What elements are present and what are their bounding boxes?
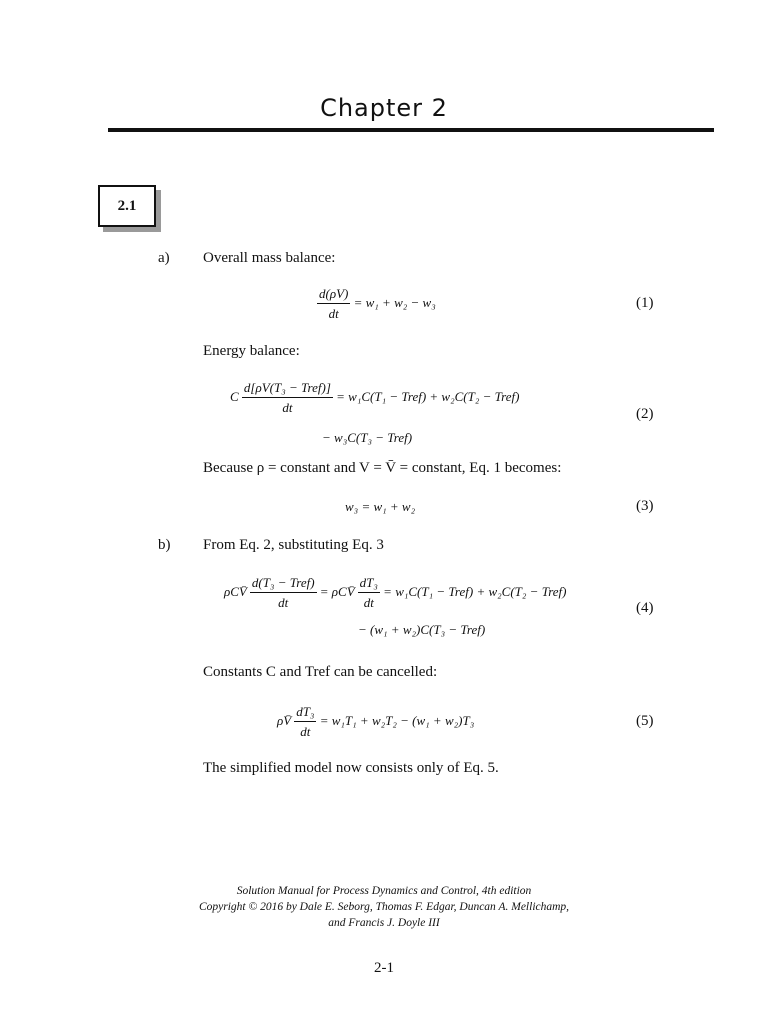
- eq2-fraction: [242, 380, 333, 416]
- eq4-rhs-line2: − (w₁ + w₂)C(T₃ − Tref): [358, 622, 486, 637]
- title-rule: [108, 128, 714, 132]
- eq2-numerator: d[ρV(T₃ − Tref)]: [242, 380, 333, 398]
- eq4-numerator-1: d(T₃ − Tref): [250, 575, 317, 593]
- eq1-rhs: = w₁ + w₂ − w₃: [353, 294, 436, 310]
- conclusion-statement: The simplified model now consists only of Eq. 5.: [203, 760, 499, 776]
- footer-line-3: and Francis J. Doyle III: [328, 917, 440, 929]
- section-number: 2.1: [117, 197, 137, 214]
- eq3-number: (3): [636, 498, 654, 514]
- footer-line-1: Solution Manual for Process Dynamics and Control, 4th edition: [236, 885, 532, 897]
- eq1-fraction: [317, 286, 350, 322]
- part-b-intro: From Eq. 2, substituting Eq. 3: [203, 537, 384, 553]
- eq2-rhs-line2: − w₃C(T₃ − Tref): [322, 430, 413, 445]
- eq2-number: (2): [636, 406, 654, 422]
- eq5-lhs: ρV̄: [277, 712, 291, 728]
- chapter-title: Chapter 2: [320, 94, 448, 122]
- section-number-box: [98, 185, 156, 227]
- energy-balance-heading: Energy balance:: [203, 343, 300, 359]
- eq4-number: (4): [636, 600, 654, 616]
- part-b-label: b): [158, 537, 171, 553]
- equation-2-line1: [230, 380, 519, 416]
- footer-citation: [0, 883, 768, 931]
- footer-line-2: Copyright © 2016 by Dale E. Seborg, Thomas F. Edgar, Duncan A. Mellichamp,: [198, 901, 570, 913]
- eq1-denominator: dt: [328, 306, 339, 321]
- eq4-lhs: ρCV̄: [224, 583, 247, 599]
- eq2-rhs-line1: = w₁C(T₁ − Tref) + w₂C(T₂ − Tref): [336, 388, 520, 404]
- eq5-denominator: dt: [300, 724, 311, 739]
- because-statement: Because ρ = constant and V = V̄ = constant, Eq. 1 becomes:: [203, 460, 562, 476]
- page-number: 2-1: [374, 960, 394, 976]
- eq2-prefix: C: [230, 388, 239, 404]
- equation-3: w₃ = w₁ + w₂: [345, 499, 416, 514]
- equation-5: [277, 704, 474, 740]
- eq4-fraction-2: [358, 575, 380, 611]
- eq5-number: (5): [636, 713, 654, 729]
- eq4-rhs-line1: = w₁C(T₁ − Tref) + w₂C(T₂ − Tref): [383, 583, 567, 599]
- eq4-mid: = ρCV̄: [319, 583, 355, 599]
- eq4-denominator-2: dt: [363, 595, 374, 610]
- equation-4-line1: [224, 575, 567, 611]
- eq1-number: (1): [636, 295, 654, 311]
- part-a-label: a): [158, 250, 170, 266]
- eq1-numerator: d(ρV): [317, 286, 350, 304]
- eq4-numerator-2: dT₃: [358, 575, 380, 593]
- eq5-rhs: = w₁T₁ + w₂T₂ − (w₁ + w₂)T₃: [319, 712, 475, 728]
- eq4-fraction-1: [250, 575, 317, 611]
- mass-balance-heading: Overall mass balance:: [203, 250, 336, 266]
- eq5-numerator: dT₃: [294, 704, 316, 722]
- constants-statement: Constants C and Tref can be cancelled:: [203, 664, 438, 680]
- eq5-fraction: [294, 704, 316, 740]
- equation-1: [317, 286, 436, 322]
- eq2-denominator: dt: [282, 400, 293, 415]
- eq4-denominator-1: dt: [278, 595, 289, 610]
